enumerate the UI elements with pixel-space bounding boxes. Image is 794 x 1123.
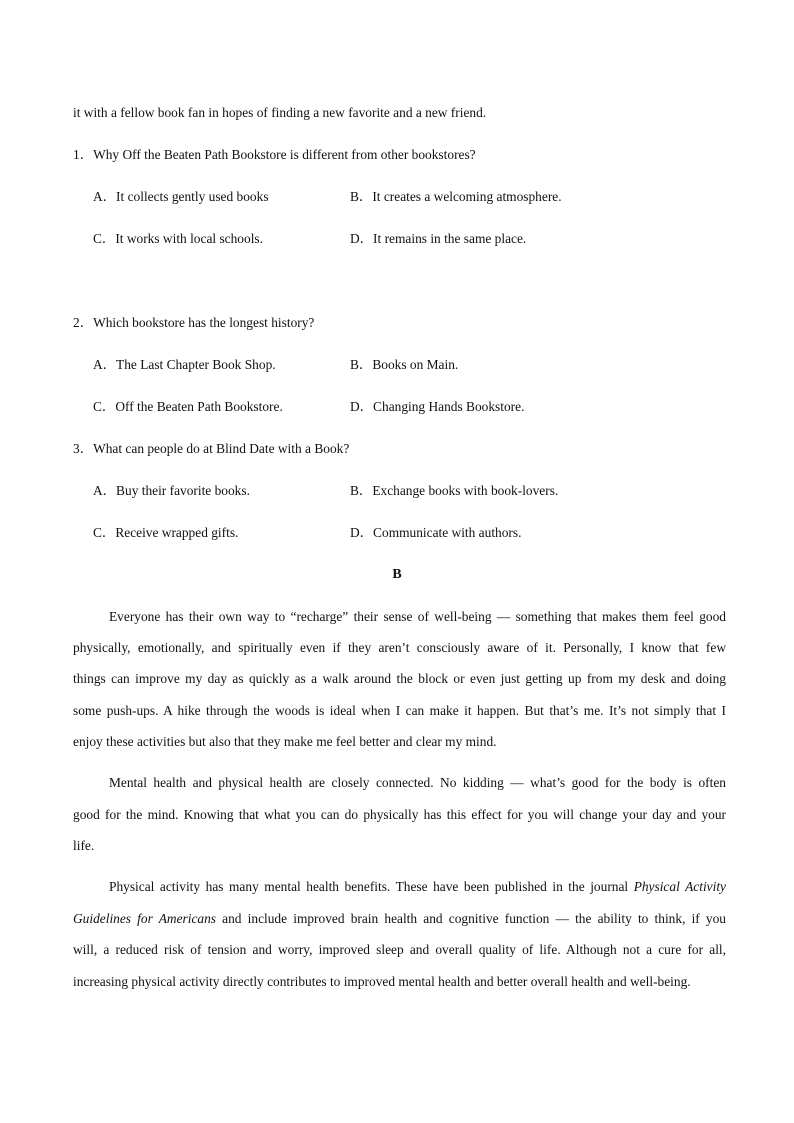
paragraph-3-line-2-text: and include improved brain health and cognitive function — the ability to think, if you — [216, 911, 726, 926]
question-1-option-b: B．It creates a welcoming atmosphere. — [350, 189, 562, 204]
journal-title-part-2: Guidelines for Americans — [73, 911, 216, 926]
intro-line: it with a fellow book fan in hopes of finding a new favorite and a new friend. — [73, 105, 487, 120]
question-1-option-c: C．It works with local schools. — [93, 231, 263, 246]
question-3-option-c: C．Receive wrapped gifts. — [93, 525, 239, 540]
question-1-option-a: A．It collects gently used books — [93, 189, 269, 204]
question-3-option-a: A．Buy their favorite books. — [93, 483, 250, 498]
paragraph-3-line-3: will, a reduced risk of tension and worry, improved sleep and overall quality of life. Although not a cure for all, — [73, 942, 726, 957]
paragraph-3-line-4: increasing physical activity directly contributes to improved mental health and better overall health and well-being. — [73, 974, 691, 989]
paragraph-1-line-1: Everyone has their own way to “recharge” their sense of well-being — something that makes them feel good — [109, 609, 726, 624]
paragraph-3-line-1 — [109, 878, 726, 896]
question-2-option-a: A．The Last Chapter Book Shop. — [93, 357, 276, 372]
question-3-option-d: D．Communicate with authors. — [350, 525, 522, 540]
question-1-option-d: D．It remains in the same place. — [350, 231, 527, 246]
paragraph-1-line-5: enjoy these activities but also that they make me feel better and clear my mind. — [73, 734, 497, 749]
journal-title-part-1: Physical Activity — [633, 879, 726, 894]
paragraph-2-line-2: good for the mind. Knowing that what you can do physically has this effect for you will change your day and your — [73, 807, 726, 822]
section-b-title: B — [392, 567, 402, 582]
paragraph-2-line-1: Mental health and physical health are closely connected. No kidding — what’s good for the body is often — [109, 775, 726, 790]
paragraph-3-line-2 — [73, 910, 726, 928]
question-3-stem: 3．What can people do at Blind Date with a Book? — [73, 441, 350, 456]
paragraph-1-line-3: things can improve my day as quickly as a walk around the block or even just getting up from my desk and doing — [73, 671, 726, 686]
question-2-option-c: C．Off the Beaten Path Bookstore. — [93, 399, 283, 414]
paragraph-1-line-4: some push-ups. A hike through the woods is ideal when I can make it happen. But that’s me. It’s not simply that I — [73, 703, 726, 718]
question-2-stem: 2．Which bookstore has the longest history? — [73, 315, 315, 330]
question-2-option-d: D．Changing Hands Bookstore. — [350, 399, 525, 414]
question-3-option-b: B．Exchange books with book-lovers. — [350, 483, 559, 498]
question-1-stem: 1．Why Off the Beaten Path Bookstore is different from other bookstores? — [73, 147, 476, 162]
question-2-option-b: B．Books on Main. — [350, 357, 459, 372]
paragraph-1-line-2: physically, emotionally, and spiritually even if they aren’t consciously aware of it. Personally, I know that few — [73, 640, 726, 655]
paragraph-3-line-1-text: Physical activity has many mental health benefits. These have been published in the journal — [109, 879, 634, 894]
paragraph-2-line-3: life. — [73, 838, 95, 853]
